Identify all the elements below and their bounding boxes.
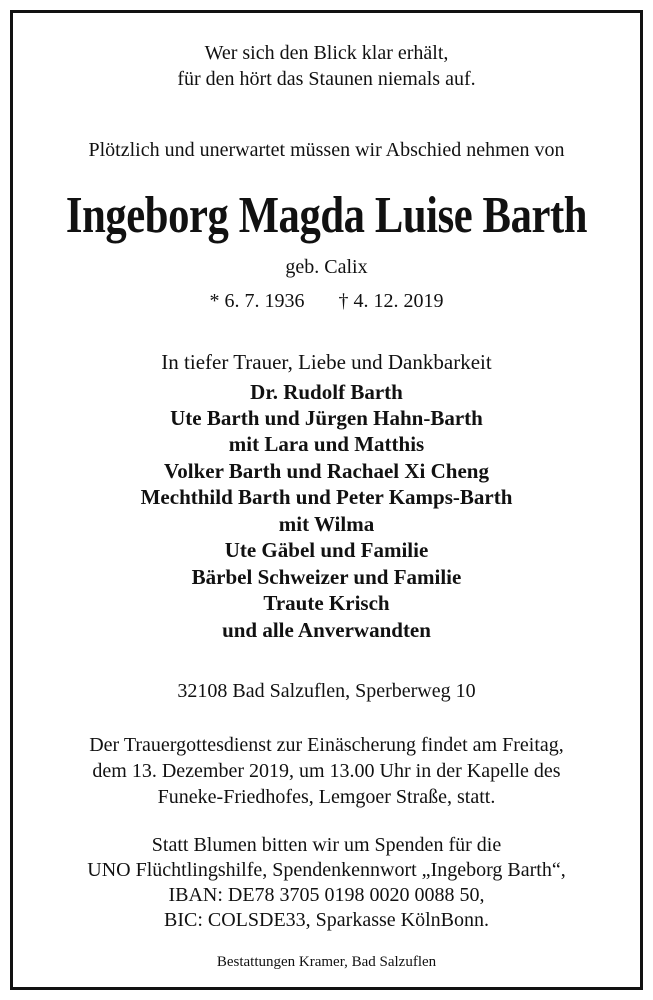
donation-line: UNO Flüchtlingshilfe, Spendenkennwort „Ingeborg Barth“, xyxy=(87,859,566,881)
motto-line-1: Wer sich den Blick klar erhält, xyxy=(204,42,449,64)
donation-line: Statt Blumen bitten wir um Spenden für die xyxy=(151,834,502,856)
service-line: Der Trauergottesdienst zur Einäscherung findet am Freitag, xyxy=(89,734,564,756)
address: 32108 Bad Salzuflen, Sperberweg 10 xyxy=(177,680,476,702)
donation-line: BIC: COLSDE33, Sparkasse KölnBonn. xyxy=(164,909,489,931)
service-line: dem 13. Dezember 2019, um 13.00 Uhr in der Kapelle des xyxy=(92,760,561,782)
death-date: † 4. 12. 2019 xyxy=(338,290,444,312)
mourner-name: Volker Barth und Rachael Xi Cheng xyxy=(164,459,489,483)
donation-line: IBAN: DE78 3705 0198 0020 0088 50, xyxy=(168,884,485,906)
intro-text: Plötzlich und unerwartet müssen wir Abschied nehmen von xyxy=(88,139,565,161)
mourners-heading: In tiefer Trauer, Liebe und Dankbarkeit xyxy=(161,350,492,374)
mourner-name: Traute Krisch xyxy=(263,591,390,615)
mourner-name: Ute Barth und Jürgen Hahn-Barth xyxy=(170,406,483,430)
mourner-name: Bärbel Schweizer und Familie xyxy=(191,565,462,589)
birth-date: * 6. 7. 1936 xyxy=(209,290,305,312)
mourner-name: Mechthild Barth und Peter Kamps-Barth xyxy=(140,485,513,509)
mourner-name: Dr. Rudolf Barth xyxy=(250,380,403,404)
undertaker-credit: Bestattungen Kramer, Bad Salzuflen xyxy=(216,954,437,970)
life-dates xyxy=(0,290,653,313)
mourner-name: Ute Gäbel und Familie xyxy=(224,538,429,562)
deceased-name: Ingeborg Magda Luise Barth xyxy=(65,187,588,244)
mourner-name: mit Wilma xyxy=(278,512,375,536)
mourner-name: und alle Anverwandten xyxy=(222,618,431,642)
motto-line-2: für den hört das Staunen niemals auf. xyxy=(177,68,476,90)
service-line: Funeke-Friedhofes, Lemgoer Straße, statt. xyxy=(157,786,496,808)
mourner-name: mit Lara und Matthis xyxy=(228,432,425,456)
birth-name: geb. Calix xyxy=(285,256,368,278)
